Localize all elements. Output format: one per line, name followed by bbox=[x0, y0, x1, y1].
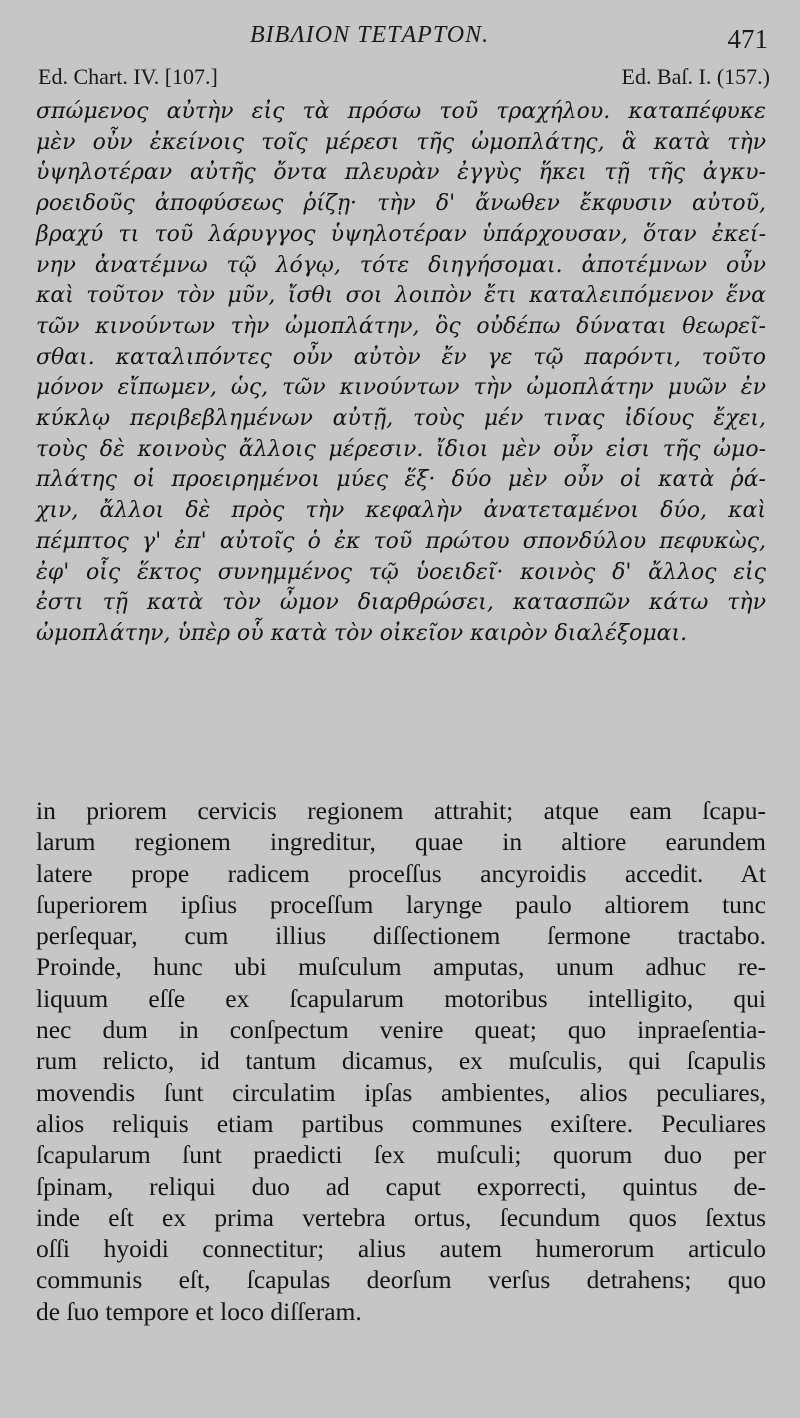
latin-line: Proinde, hunc ubi muſculum amputas, unum adhuc re- bbox=[36, 952, 766, 982]
greek-line: μόνον εἴπωμεν, ὡς, τῶν κινούντων τὴν ὠμοπλάτην μυῶν ἐν bbox=[36, 375, 766, 401]
latin-line: oſſi hyoidi connectitur; alius autem humerorum articulo bbox=[36, 1234, 766, 1264]
latin-line: nec dum in conſpectum venire queat; quo inpraeſentia- bbox=[36, 1015, 766, 1045]
page-number: 471 bbox=[727, 24, 768, 54]
greek-line: πλάτης οἱ προειρημένοι μύες ἕξ· δύο μὲν οὖν οἱ κατὰ ῥά- bbox=[36, 467, 766, 493]
greek-line: πέμπτος γ' ἐπ' αὐτοῖς ὁ ἐκ τοῦ πρώτου σπονδύλου πεφυκὼς, bbox=[36, 528, 766, 554]
greek-line: τοὺς δὲ κοινοὺς ἄλλοις μέρεσιν. ἴδιοι μὲν οὖν εἰσι τῆς ὠμο- bbox=[36, 436, 766, 462]
latin-line: de ſuo tempore et loco diſſeram. bbox=[36, 1296, 362, 1326]
latin-line: larum regionem ingreditur, quae in altiore earundem bbox=[36, 827, 766, 857]
latin-line: ſuperiorem ipſius proceſſum larynge paulo altiorem tunc bbox=[36, 889, 766, 919]
latin-line: in priorem cervicis regionem attrahit; atque eam ſcapu- bbox=[36, 796, 766, 825]
latin-line: ſcapularum ſunt praedicti ſex muſculi; quorum duo per bbox=[36, 1140, 766, 1170]
latin-text-block bbox=[36, 795, 766, 1327]
greek-line: καὶ τοῦτον τὸν μῦν, ἴσθι σοι λοιπὸν ἔτι καταλειπόμενον ἕνα bbox=[36, 283, 766, 309]
greek-line: ἐφ' οἷς ἕκτος συνημμένος τῷ ὑοειδεῖ· κοινὸς δ' ἄλλος εἰς bbox=[36, 559, 766, 585]
latin-line: inde eſt ex prima vertebra ortus, ſecundum quos ſextus bbox=[36, 1202, 766, 1232]
latin-line: latere prope radicem proceſſus ancyroidis accedit. At bbox=[36, 858, 766, 888]
greek-line: νην ἀνατέμνω τῷ λόγῳ, τότε διηγήσομαι. ἀποτέμνων οὖν bbox=[36, 252, 766, 278]
greek-line: ροειδοῦς ἀποφύσεως ῥίζῃ· τὴν δ' ἄνωθεν ἔκφυσιν αὐτοῦ, bbox=[36, 191, 766, 217]
greek-line: χιν, ἄλλοι δὲ πρὸς τὴν κεφαλὴν ἀνατεταμένοι δύο, καὶ bbox=[36, 498, 766, 524]
greek-line: σπώμενος αὐτὴν εἰς τὰ πρόσω τοῦ τραχήλου. καταπέφυκε bbox=[36, 99, 766, 124]
latin-line: communis eſt, ſcapulas deorſum verſus detrahens; quo bbox=[36, 1265, 766, 1295]
edition-reference-right: Ed. Baſ. I. (157.) bbox=[621, 64, 770, 89]
latin-line: ſpinam, reliqui duo ad caput exporrecti, quintus de- bbox=[36, 1171, 766, 1201]
greek-text-block bbox=[36, 97, 766, 650]
greek-line: κύκλῳ περιβεβλημένων αὐτῇ, τοὺς μέν τινας ἰδίους ἔχει, bbox=[36, 406, 766, 432]
latin-line: liquum eſſe ex ſcapularum motoribus intelligito, qui bbox=[36, 983, 766, 1013]
greek-line: ὑψηλοτέραν αὐτῆς ὄντα πλευρὰν ἐγγὺς ἥκει τῇ τῆς ἀγκυ- bbox=[36, 160, 766, 186]
greek-line: μὲν οὖν ἐκείνοις τοῖς μέρεσι τῆς ὠμοπλάτης, ἃ κατὰ τὴν bbox=[36, 129, 766, 155]
latin-line: movendis ſunt circulatim ipſas ambientes, alios peculiares, bbox=[36, 1077, 766, 1107]
greek-line: σθαι. καταλιπόντες οὖν αὐτὸν ἔν γε τῷ παρόντι, τοῦτο bbox=[36, 344, 766, 370]
latin-line: alios reliquis etiam partibus communes exiſtere. Peculiares bbox=[36, 1108, 766, 1138]
greek-line: τῶν κινούντων τὴν ὠμοπλάτην, ὃς οὐδέπω δύναται θεωρεῖ- bbox=[36, 313, 766, 339]
greek-line: ἐστι τῇ κατὰ τὸν ὦμον διαρθρώσει, κατασπῶν κάτω τὴν bbox=[36, 590, 766, 616]
greek-line: βραχύ τι τοῦ λάρυγγος ὑψηλοτέραν ὑπάρχουσαν, ὅταν ἐκεί- bbox=[36, 221, 766, 247]
latin-line: perſequar, cum illius diſſectionem ſermone tractabo. bbox=[36, 921, 766, 951]
running-title: BIBΛΙΟΝ TETΑΡΤΟΝ. bbox=[250, 22, 490, 48]
latin-line: rum relicto, id tantum dicamus, ex muſculis, qui ſcapulis bbox=[36, 1046, 766, 1076]
edition-reference-left: Ed. Chart. IV. [107.] bbox=[38, 64, 218, 89]
greek-line: ὠμοπλάτην, ὑπὲρ οὗ κατὰ τὸν οἰκεῖον καιρὸν διαλέξομαι. bbox=[36, 620, 688, 646]
